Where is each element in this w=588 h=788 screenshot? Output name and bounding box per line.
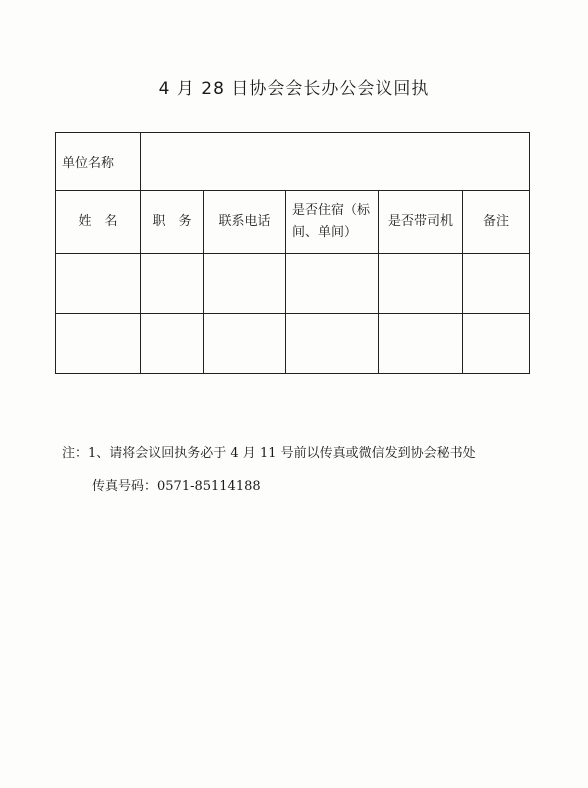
note-line: 注：1、请将会议回执务必于 4 月 11 号前以传真或微信发到协会秘书处: [62, 446, 476, 461]
cell-lodging[interactable]: [286, 254, 379, 314]
col-header-driver: 是否带司机: [379, 191, 463, 254]
col-header-position: 职 务: [141, 191, 204, 254]
col-header-phone: 联系电话: [204, 191, 286, 254]
unit-name-field[interactable]: [141, 133, 530, 191]
cell-remarks[interactable]: [463, 314, 530, 374]
cell-name[interactable]: [56, 254, 141, 314]
cell-lodging[interactable]: [286, 314, 379, 374]
col-header-remarks: 备注: [463, 191, 530, 254]
cell-name[interactable]: [56, 314, 141, 374]
cell-phone[interactable]: [204, 254, 286, 314]
cell-position[interactable]: [141, 314, 204, 374]
col-header-lodging: 是否住宿（标间、单间）: [286, 191, 379, 254]
reply-form-table: [55, 132, 530, 374]
fax-number: 传真号码：0571-85114188: [92, 479, 261, 494]
cell-driver[interactable]: [379, 314, 463, 374]
cell-position[interactable]: [141, 254, 204, 314]
header-row: [56, 191, 530, 254]
table-row: [56, 314, 530, 374]
table-row: [56, 254, 530, 314]
col-header-name: 姓 名: [56, 191, 141, 254]
unit-row: [56, 133, 530, 191]
cell-driver[interactable]: [379, 254, 463, 314]
cell-phone[interactable]: [204, 314, 286, 374]
unit-name-label: 单位名称: [56, 133, 141, 191]
document-title: 4 月 28 日协会会长办公会议回执: [158, 79, 430, 99]
cell-remarks[interactable]: [463, 254, 530, 314]
